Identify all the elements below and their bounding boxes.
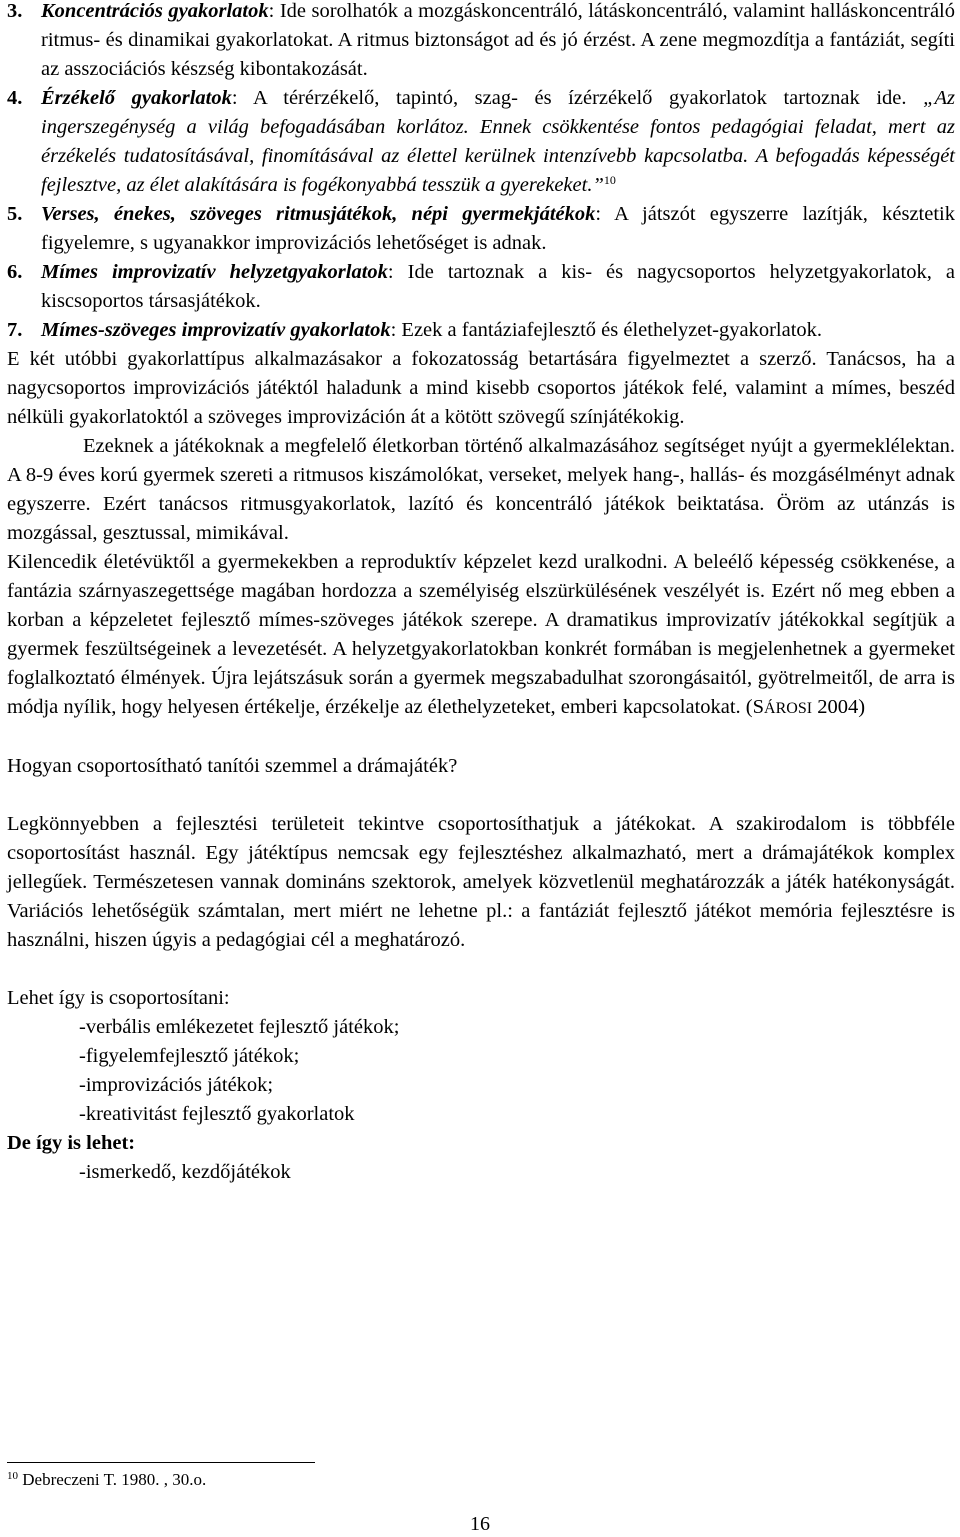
item-text: : Ide tartoznak a kis- és nagycsoportos helyzetgyakorlatok, a kiscsoportos társasjátékok.	[41, 261, 955, 312]
paragraph-gradual: E két utóbbi gyakorlattípus alkalmazásakor a fokozatosság betartására figyelmeztet a szerző. Tanácsos, ha a nagycsoportos improvizációs játéktól haladunk a mind kisebb csoportos játékok felé, valamint a mímes, beszéd nélküli gyakorlatoktól a szöveges improvizáción át a kötött szövegű színjátékokig.	[7, 348, 955, 428]
paragraph-grouping: Legkönnyebben a fejlesztési területeit tekintve csoportosíthatjuk a játékokat. A szakirodalom is többféle csoportosítást használ. Egy játéktípus nemcsak egy fejlesztéshez alkalmazható, mert a drámajátékok komplex jellegűek. Természetesen vannak domináns szektorok, amelyek közvetlenül meghatározzák a játék hatékonyságát. Variációs lehetőségük számtalan, mert miért ne lehetne pl.: a fantáziát fejlesztő játékot memória fejlesztésre is használni, hiszen úgyis a pedagógiai cél a meghatározó.	[7, 813, 955, 951]
list-item-4	[7, 84, 955, 200]
footnote-text: Debreczeni T. 1980. , 30.o.	[18, 1470, 207, 1489]
footnote-ref: 10	[603, 173, 616, 187]
list-intro: Lehet így is csoportosítani:	[7, 987, 230, 1009]
item-number: 5.	[7, 203, 23, 225]
list-entry: -kreativitást fejlesztő gyakorlatok	[79, 1103, 355, 1125]
citation: SÁROSI 2004)	[752, 696, 866, 718]
list-item-5	[7, 200, 955, 258]
main-content	[7, 0, 955, 1187]
item-text: : A térérzékelő, tapintó, szag- és ízérzékelő gyakorlatok tartoznak ide.	[231, 87, 924, 109]
item-title: Érzékelő gyakorlatok	[41, 87, 232, 109]
item-title: Mímes improvizatív helyzetgyakorlatok	[41, 261, 388, 283]
footnote-divider	[7, 1462, 315, 1463]
footnote-number: 10	[7, 1470, 18, 1482]
item-title: Verses, énekes, szöveges ritmusjátékok, népi gyermekjátékok	[41, 203, 596, 225]
question-heading: Hogyan csoportosítható tanítói szemmel a drámajáték?	[7, 755, 458, 777]
list-entry: -verbális emlékezetet fejlesztő játékok;	[79, 1016, 400, 1038]
item-number: 3.	[7, 0, 23, 22]
paragraph-ninth-year: Kilencedik életévüktől a gyermekekben a reproduktív képzelet kezd uralkodni. A beleélő képesség csökkenése, a fantázia szárnyaszegettsége magában hordozza a személyiség elszürkülésének veszélyét is. Ezért nő meg ebben a korban a képzeletet fejlesztő mímes-szöveges játékok szerepe. A dramatikus improvizatív játékokkal segítjük a gyermek feszültségeinek a levezetését. A helyzetgyakorlatokban konkrét formában is megjelenhetnek a gyermeket foglalkoztató élmények. Újra lejátszásuk során a gyermek megszabadulhat szorongásaitól, gyötrelmeitől, de arra is módja nyílik, hogy helyesen értékelje, érzékelje az élethelyzeteket, emberi kapcsolatokat. (SÁROSI 2004)	[7, 551, 955, 718]
list-entry: -figyelemfejlesztő játékok;	[79, 1045, 300, 1067]
item-title: Koncentrációs gyakorlatok	[41, 0, 269, 22]
list-entry: -improvizációs játékok;	[79, 1074, 274, 1096]
item-quote: „Az ingerszegénység a világ befogadásában korlátoz. Ennek csökkentése fontos pedagógiai feladat, mert az érzékelés tudatosításával, finomításával az élettel kerülnek intenzívebb kapcsolatba. A befogadás képességét fejlesztve, az élet alakítására is fogékonyabbá tesszük a gyerekeket.”	[41, 87, 955, 196]
list-item-7	[7, 316, 955, 345]
list-item-3	[7, 0, 955, 84]
footnote	[7, 1468, 206, 1492]
item-title: Mímes-szöveges improvizatív gyakorlatok	[41, 319, 391, 341]
item-text: : Ide sorolhatók a mozgáskoncentráló, látáskoncentráló, valamint halláskoncentráló ritmus- és dinamikai gyakorlatokat. A ritmus biztonságot ad és jó érzést. A zene megmozdítja a fantáziát, segíti az asszociációs készség kibontakozását.	[41, 0, 955, 80]
paragraph-child-psychology: Ezeknek a játékoknak a megfelelő életkorban történő alkalmazásához segítséget nyújt a gyermeklélektan. A 8-9 éves korú gyermek szereti a ritmusos kiszámolókat, verseket, melyek hang-, hallás- és mozgásélményt adnak egyszerre. Ezért tanácsos ritmusgyakorlatok, lazító és koncentráló játékok beiktatása. Öröm az utánzás is mozgással, gesztussal, mimikával.	[7, 435, 955, 544]
list-item-6	[7, 258, 955, 316]
item-text: : Ezek a fantáziafejlesztő és élethelyzet-gyakorlatok.	[390, 319, 823, 341]
item-number: 6.	[7, 261, 23, 283]
item-number: 4.	[7, 87, 23, 109]
item-text: : A játszót egyszerre lazítják, késztetik figyelemre, s ugyanakkor improvizációs lehetőséget is adnak.	[41, 203, 955, 254]
list2-intro: De így is lehet:	[7, 1132, 136, 1154]
item-number: 7.	[7, 319, 23, 341]
list-entry: -ismerkedő, kezdőjátékok	[79, 1161, 291, 1183]
page-number: 16	[470, 1513, 490, 1535]
